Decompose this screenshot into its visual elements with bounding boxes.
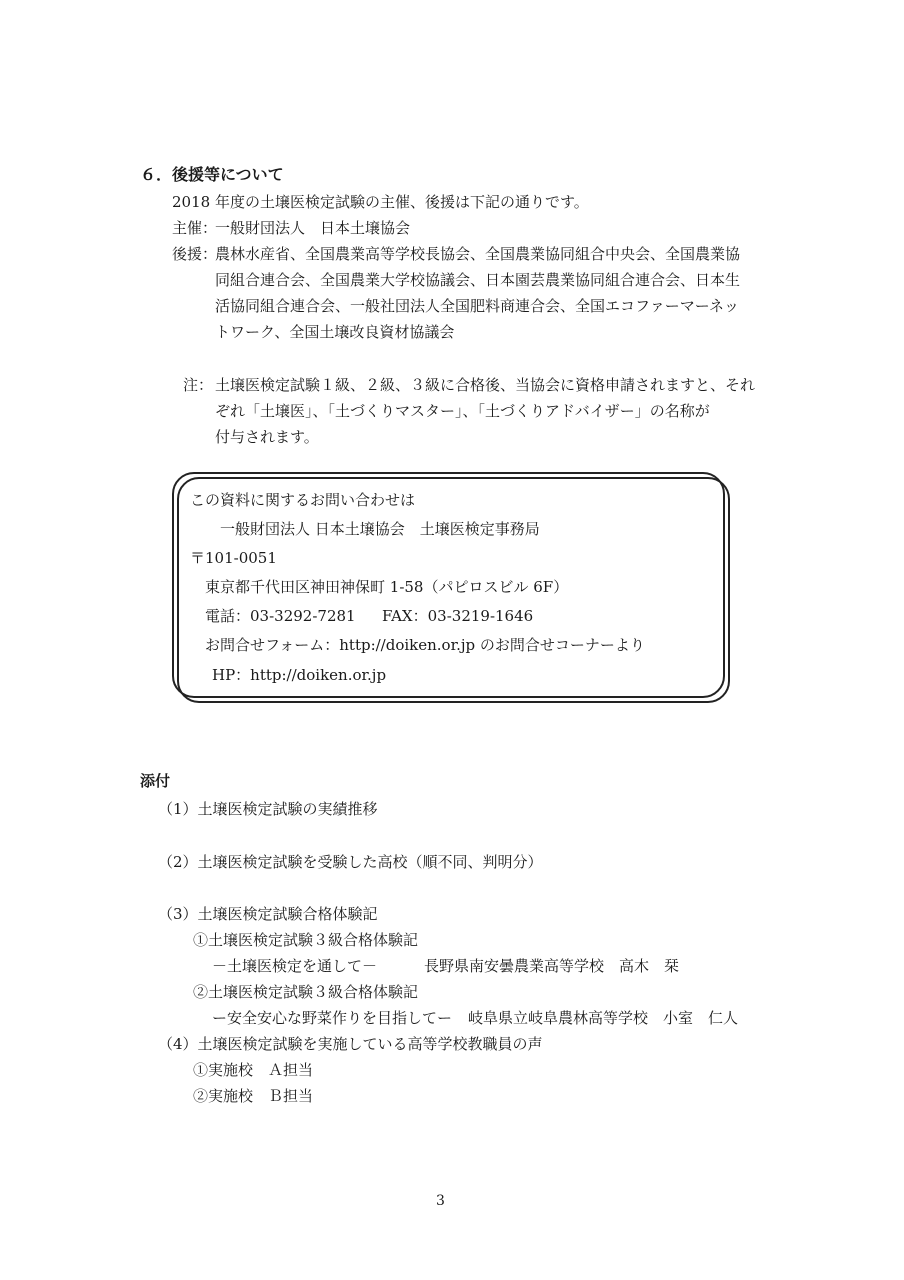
attachment-subtitle: ー安全安心な野菜作りを目指してー: [212, 1009, 453, 1027]
attachment-subitem: ①実施校 Ａ担当: [193, 1061, 314, 1079]
note-label: 注：: [183, 376, 214, 394]
host-label: 主催：: [172, 219, 218, 237]
attachment-item: （3）土壌医検定試験合格体験記: [158, 905, 378, 923]
contact-form: お問合せフォーム：http://doiken.or.jp のお問合せコーナーより: [205, 636, 645, 654]
section-heading: ６．後援等について: [140, 165, 284, 184]
contact-hp: HP：http://doiken.or.jp: [212, 666, 387, 684]
support-line: 活協同組合連合会、一般社団法人全国肥料商連合会、全国エコファーマーネッ: [215, 297, 739, 315]
attachment-item: （1）土壌医検定試験の実績推移: [158, 800, 378, 818]
attachment-author: 長野県南安曇農業高等学校 高木 栞: [424, 957, 680, 975]
attachment-subtitle: －土壌医検定を通して－: [212, 957, 378, 975]
attachment-subitem: ②実施校 Ｂ担当: [193, 1087, 314, 1105]
intro-text: 2018 年度の土壌医検定試験の主催、後援は下記の通りです。: [172, 193, 589, 211]
note-line: 土壌医検定試験１級、２級、３級に合格後、当協会に資格申請されますと、それ: [215, 376, 756, 394]
attachments-heading: 添付: [140, 772, 171, 790]
contact-org: 一般財団法人 日本土壌協会 土壌医検定事務局: [220, 520, 540, 538]
support-line: トワーク、全国土壌改良資材協議会: [215, 323, 455, 341]
contact-phone: 電話：03-3292-7281: [205, 607, 356, 625]
host-text: 一般財団法人 日本土壌協会: [215, 219, 411, 237]
attachment-subitem: ②土壌医検定試験３級合格体験記: [193, 983, 419, 1001]
support-line: 同組合連合会、全国農業大学校協議会、日本園芸農業協同組合連合会、日本生: [215, 271, 741, 289]
page-number: 3: [436, 1193, 445, 1209]
attachment-subitem: ①土壌医検定試験３級合格体験記: [193, 931, 419, 949]
contact-fax: FAX：03-3219-1646: [382, 607, 534, 625]
contact-address: 東京都千代田区神田神保町 1-58（パピロスビル 6F）: [205, 578, 569, 596]
attachment-item: （2）土壌医検定試験を受験した高校（順不同、判明分）: [158, 853, 543, 871]
attachment-item: （4）土壌医検定試験を実施している高等学校教職員の声: [158, 1035, 543, 1053]
attachment-author: 岐阜県立岐阜農林高等学校 小室 仁人: [468, 1009, 739, 1027]
contact-intro: この資料に関するお問い合わせは: [190, 491, 416, 509]
support-label: 後援：: [172, 245, 218, 263]
note-line: 付与されます。: [215, 428, 319, 446]
support-line: 農林水産省、全国農業高等学校長協会、全国農業協同組合中央会、全国農業協: [215, 245, 741, 263]
contact-postal: 〒101-0051: [190, 549, 277, 567]
note-line: ぞれ「土壌医」、「土づくりマスター」、「土づくりアドバイザー」の名称が: [215, 402, 710, 420]
